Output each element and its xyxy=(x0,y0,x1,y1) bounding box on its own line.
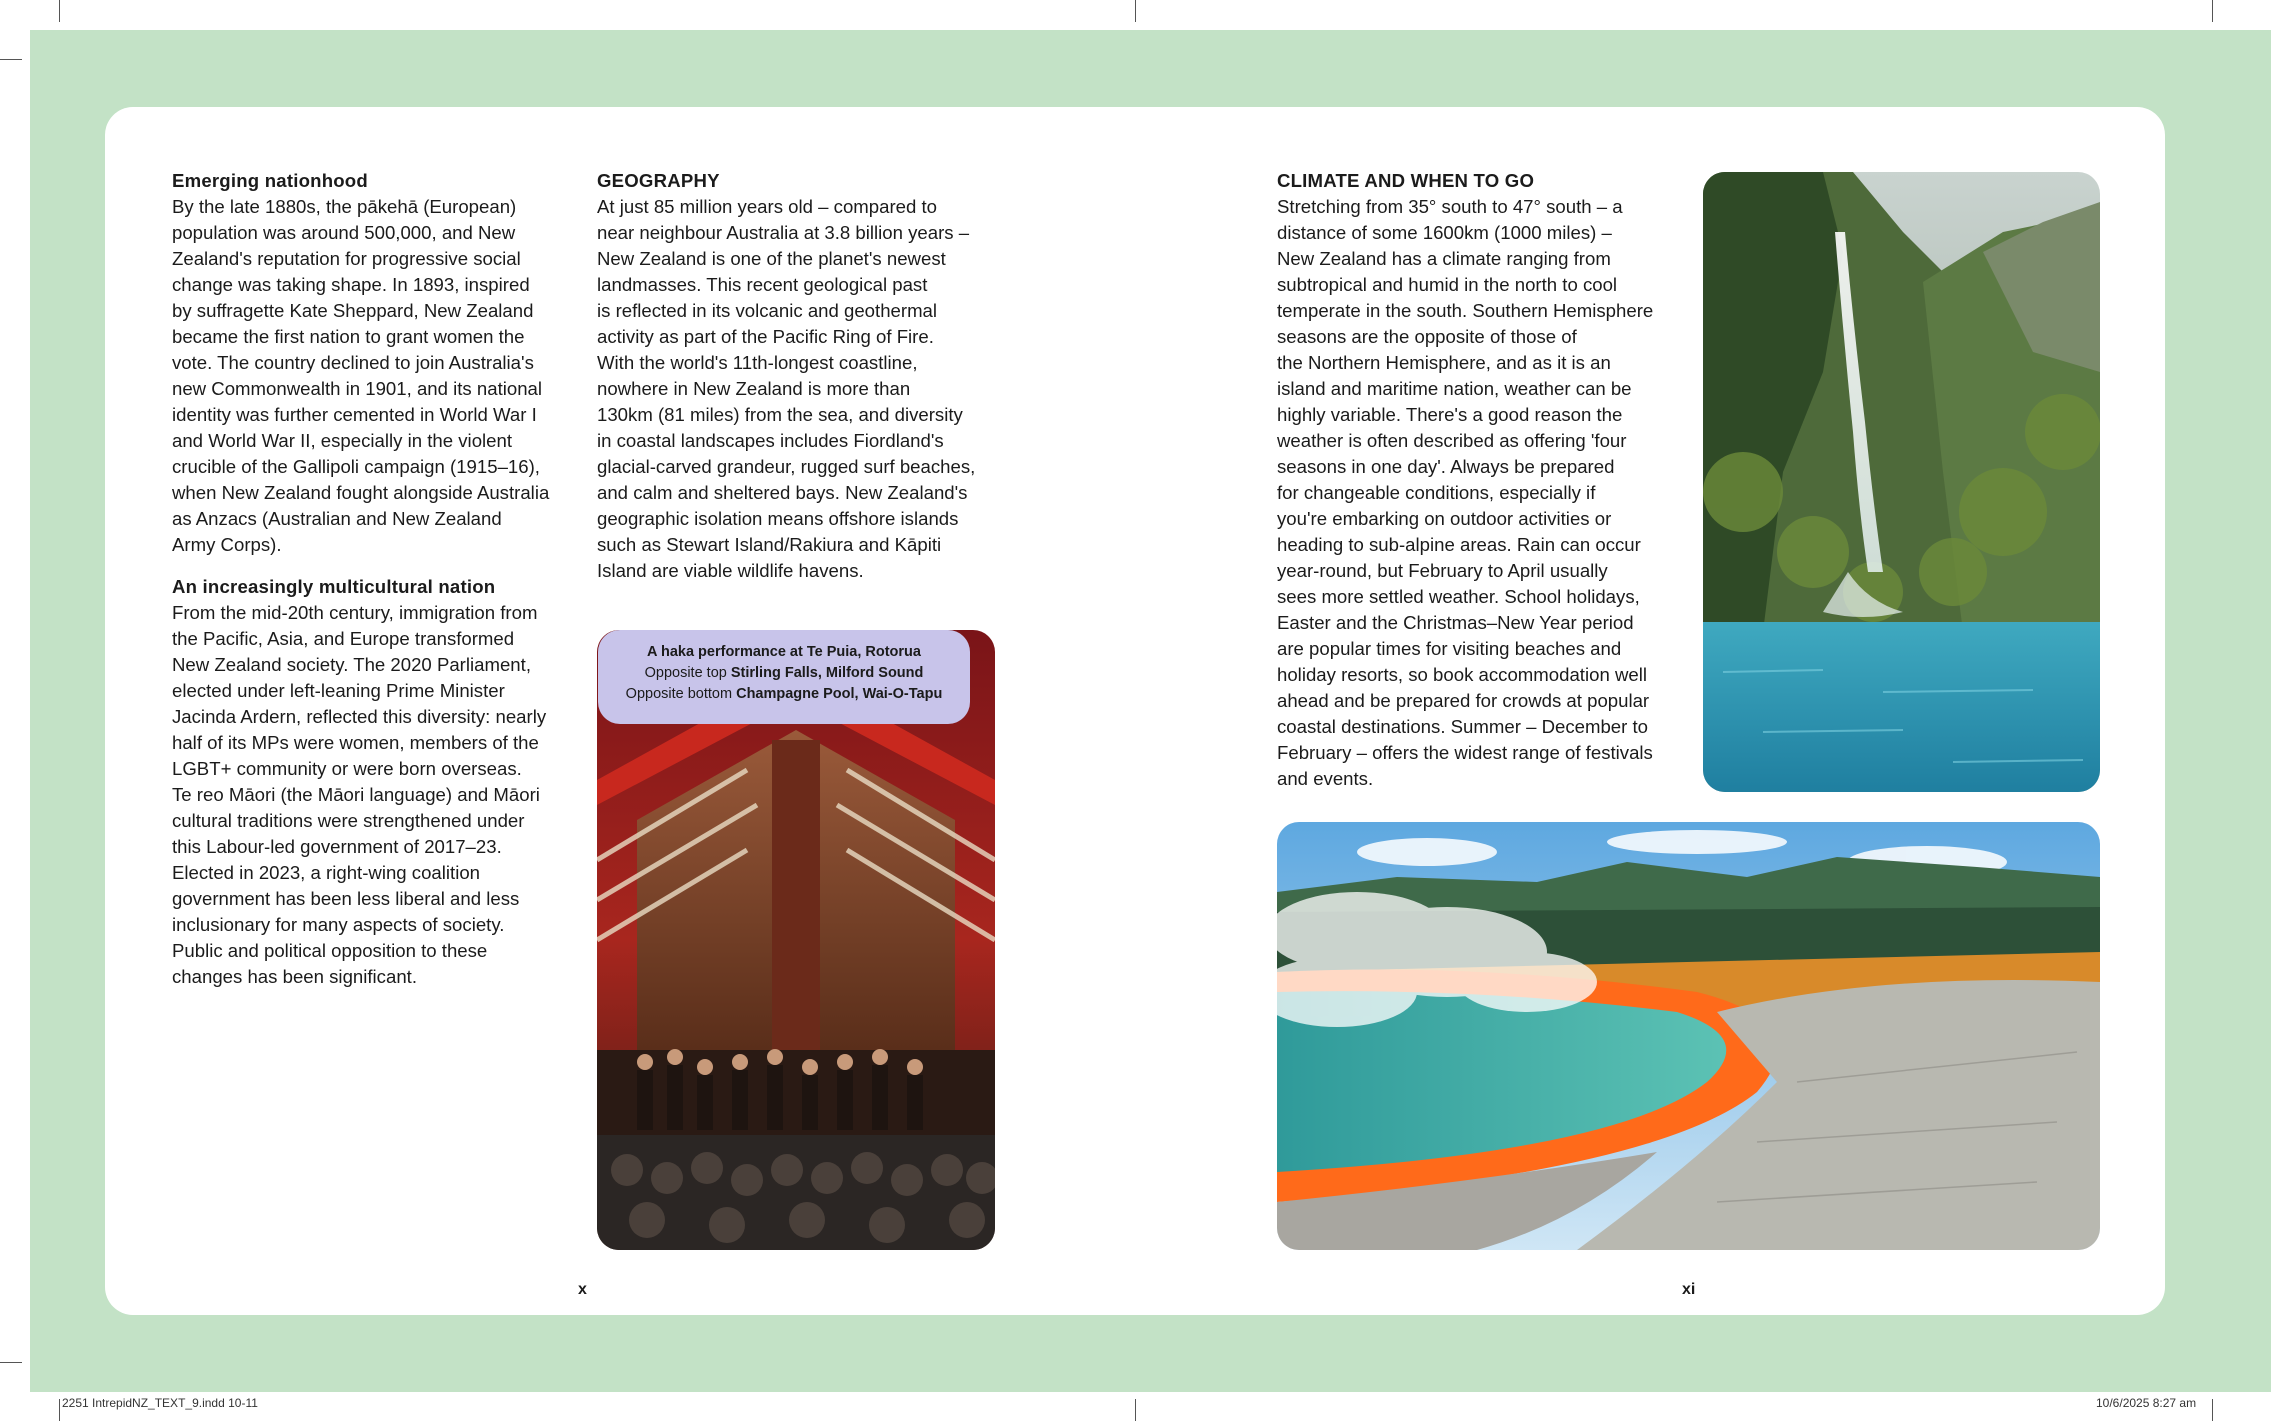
text-line: holiday resorts, so book accommodation well xyxy=(1277,664,1647,685)
text-line: and calm and sheltered bays. New Zealand's xyxy=(597,482,968,503)
crop-mark xyxy=(1135,1399,1136,1421)
text-line: highly variable. There's a good reason the xyxy=(1277,404,1623,425)
text-line: inclusionary for many aspects of society. xyxy=(172,914,505,935)
crop-mark xyxy=(59,0,60,22)
text-line: From the mid-20th century, immigration from xyxy=(172,602,538,623)
text-line: and World War II, especially in the violent xyxy=(172,430,513,451)
text-line: year-round, but February to April usually xyxy=(1277,560,1608,581)
text-line: ahead and be prepared for crowds at popular xyxy=(1277,690,1650,711)
text-line: by suffragette Kate Sheppard, New Zealand xyxy=(172,300,534,321)
text-line: Army Corps). xyxy=(172,534,282,555)
heading-climate: CLIMATE AND WHEN TO GO xyxy=(1277,170,1535,191)
heading-geography: GEOGRAPHY xyxy=(597,170,720,191)
crop-mark xyxy=(2212,1399,2213,1421)
caption-top-label: Opposite top xyxy=(644,665,731,681)
text-line: 130km (81 miles) from the sea, and diversity xyxy=(597,404,963,425)
text-line: glacial-carved grandeur, rugged surf beaches, xyxy=(597,456,976,477)
text-line: island and maritime nation, weather can be xyxy=(1277,378,1632,399)
text-line: half of its MPs were women, members of the xyxy=(172,732,539,753)
stirling-falls-photo xyxy=(1703,172,2100,792)
text-line: Jacinda Ardern, reflected this diversity: nearly xyxy=(172,706,547,727)
text-line: Zealand's reputation for progressive social xyxy=(172,248,521,269)
emerging-nationhood-text xyxy=(172,194,582,558)
text-line: Stretching from 35° south to 47° south – a xyxy=(1277,196,1623,217)
text-line: and events. xyxy=(1277,768,1374,789)
text-line: geographic isolation means offshore islands xyxy=(597,508,959,529)
text-line: you're embarking on outdoor activities or xyxy=(1277,508,1612,529)
caption-bottom-label: Opposite bottom xyxy=(625,686,737,702)
text-line: activity as part of the Pacific Ring of Fire. xyxy=(597,326,934,347)
text-line: change was taking shape. In 1893, inspired xyxy=(172,274,530,295)
page-number-right: xi xyxy=(1682,1281,1696,1298)
text-line: weather is often described as offering 'four xyxy=(1277,430,1627,451)
multicultural-nation-text xyxy=(172,600,582,990)
text-line: cultural traditions were strengthened under xyxy=(172,810,525,831)
caption-top-place: Stirling Falls, Milford Sound xyxy=(730,665,924,681)
text-line: government has been less liberal and less xyxy=(172,888,520,909)
text-line: Island are viable wildlife havens. xyxy=(597,560,864,581)
text-line: vote. The country declined to join Australia's xyxy=(172,352,534,373)
caption-main: A haka performance at Te Puia, Rotorua xyxy=(647,644,921,660)
text-line: By the late 1880s, the pākehā (European) xyxy=(172,196,517,217)
text-line: February – offers the widest range of festivals xyxy=(1277,742,1653,763)
text-line: landmasses. This recent geological past xyxy=(597,274,928,295)
climate-text xyxy=(1277,194,1697,792)
text-line: for changeable conditions, especially if xyxy=(1277,482,1596,503)
text-line: coastal destinations. Summer – December to xyxy=(1277,716,1649,737)
geography-text xyxy=(597,194,1017,584)
crop-mark xyxy=(2212,0,2213,22)
text-line: became the first nation to grant women the xyxy=(172,326,525,347)
text-line: Public and political opposition to these xyxy=(172,940,488,961)
text-line: nowhere in New Zealand is more than xyxy=(597,378,911,399)
text-line: Easter and the Christmas–New Year period xyxy=(1277,612,1634,633)
text-line: New Zealand society. The 2020 Parliament, xyxy=(172,654,531,675)
caption-bottom-place: Champagne Pool, Wai-O-Tapu xyxy=(736,686,943,702)
text-line: At just 85 million years old – compared to xyxy=(597,196,938,217)
text-line: changes has been significant. xyxy=(172,966,417,987)
text-line: population was around 500,000, and New xyxy=(172,222,516,243)
text-line: near neighbour Australia at 3.8 billion years – xyxy=(597,222,970,243)
page-number-left: x xyxy=(578,1281,587,1298)
heading-emerging-nationhood: Emerging nationhood xyxy=(172,170,368,191)
text-line: sees more settled weather. School holidays, xyxy=(1277,586,1640,607)
text-line: subtropical and humid in the north to cool xyxy=(1277,274,1618,295)
text-line: New Zealand has a climate ranging from xyxy=(1277,248,1611,269)
climate-column xyxy=(1277,168,1697,792)
text-line: the Northern Hemisphere, and as it is an xyxy=(1277,352,1611,373)
crop-mark xyxy=(0,1362,22,1363)
text-line: distance of some 1600km (1000 miles) – xyxy=(1277,222,1612,243)
text-line: Elected in 2023, a right-wing coalition xyxy=(172,862,481,883)
heading-multicultural-nation: An increasingly multicultural nation xyxy=(172,576,496,597)
text-line: new Commonwealth in 1901, and its national xyxy=(172,378,543,399)
text-line: crucible of the Gallipoli campaign (1915–16), xyxy=(172,456,540,477)
text-line: LGBT+ community or were born overseas. xyxy=(172,758,522,779)
text-line: New Zealand is one of the planet's newest xyxy=(597,248,946,269)
crop-mark xyxy=(59,1399,60,1421)
crop-mark xyxy=(0,59,22,60)
slug-file-info: 2251 IntrepidNZ_TEXT_9.indd 10-11 xyxy=(62,1396,258,1410)
text-line: when New Zealand fought alongside Australia xyxy=(172,482,550,503)
geography-column xyxy=(597,168,1017,584)
crop-mark xyxy=(1135,0,1136,22)
text-line: in coastal landscapes includes Fiordland's xyxy=(597,430,944,451)
text-line: elected under left-leaning Prime Minister xyxy=(172,680,505,701)
text-line: this Labour-led government of 2017–23. xyxy=(172,836,502,857)
text-line: Te reo Māori (the Māori language) and Māori xyxy=(172,784,540,805)
history-column xyxy=(172,168,582,990)
text-line: seasons in one day'. Always be prepared xyxy=(1277,456,1615,477)
text-line: seasons are the opposite of those of xyxy=(1277,326,1577,347)
text-line: is reflected in its volcanic and geothermal xyxy=(597,300,938,321)
text-line: as Anzacs (Australian and New Zealand xyxy=(172,508,502,529)
text-line: With the world's 11th-longest coastline, xyxy=(597,352,918,373)
champagne-pool-photo xyxy=(1277,822,2100,1250)
photo-caption xyxy=(598,630,970,724)
text-line: are popular times for visiting beaches and xyxy=(1277,638,1622,659)
text-line: heading to sub-alpine areas. Rain can occur xyxy=(1277,534,1641,555)
text-line: the Pacific, Asia, and Europe transformed xyxy=(172,628,515,649)
text-line: temperate in the south. Southern Hemisphere xyxy=(1277,300,1654,321)
slug-date: 10/6/2025 8:27 am xyxy=(2096,1396,2197,1410)
text-line: such as Stewart Island/Rakiura and Kāpiti xyxy=(597,534,942,555)
text-line: identity was further cemented in World War I xyxy=(172,404,537,425)
